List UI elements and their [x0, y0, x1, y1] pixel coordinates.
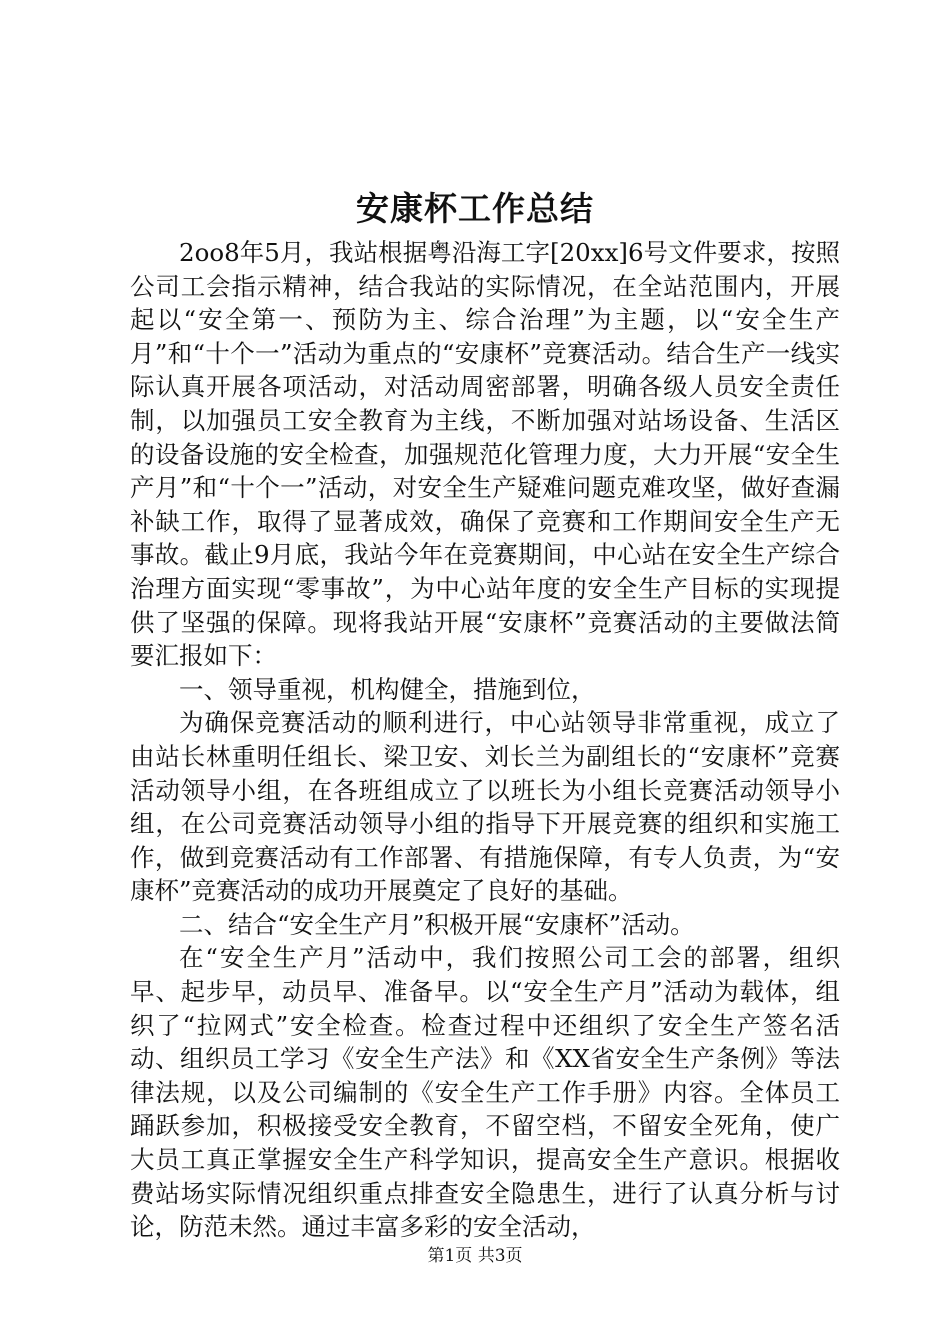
intro-paragraph: 2oo8年5月，我站根据粤沿海工字[20xx]6号文件要求，按照公司工会指示精神，结合我站的实际情况，在全站范围内，开展起以“安全第一、预防为主、综合治理”为主题，以“安全生产月”和“十个一”活动为重点的“安康杯”竞赛活动。结合生产一线实际认真开展各项活动，对活动周密部署，明确各级人员安全责任制，以加强员工安全教育为主线，不断加强对站场设备、生活区的设备设施的安全检查，加强规范化管理力度，大力开展“安全生产月”和“十个一”活动，对安全生产疑难问题克难攻坚，做好查漏补缺工作，取得了显著成效，确保了竞赛和工作期间安全生产无事故。截止9月底，我站今年在竞赛期间，中心站在安全生产综合治理方面实现“零事故”，为中心站年度的安全生产目标的实现提供了坚强的保障。现将我站开展“安康杯”竞赛活动的主要做法简要汇报如下： [130, 238, 840, 671]
section-1-paragraph: 为确保竞赛活动的顺利进行，中心站领导非常重视，成立了由站长林重明任组长、梁卫安、刘长兰为副组长的“安康杯”竞赛活动领导小组，在各班组成立了以班长为小组长竞赛活动领导小组，在公司竞赛活动领导小组的指导下开展竞赛的组织和实施工作，做到竞赛活动有工作部署、有措施保障，有专人负责，为“安康杯”竞赛活动的成功开展奠定了良好的基础。 [130, 708, 840, 906]
section-heading-2: 二、结合“安全生产月”积极开展“安康杯”活动。 [179, 909, 695, 939]
page-footer: 第1页 共3页 [427, 1246, 523, 1266]
section-heading-1: 一、领导重视，机构健全，措施到位， [179, 674, 596, 704]
section-2-paragraph: 在“安全生产月”活动中，我们按照公司工会的部署，组织早、起步早，动员早、准备早。以“安全生产月”活动为载体，组织了“拉网式”安全检查。检查过程中还组织了安全生产签名活动、组织员工学习《安全生产法》和《XX省安全生产条例》等法律法规，以及公司编制的《安全生产工作手册》内容。全体员工踊跃参加，积极接受安全教育，不留空档，不留安全死角，使广大员工真正掌握安全生产科学知识，提高安全生产意识。根据收费站场实际情况组织重点排查安全隐患生，进行了认真分析与讨论，防范未然。通过丰富多彩的安全活动， [130, 943, 840, 1242]
document-body [130, 236, 840, 1244]
document-title: 安康杯工作总结 [356, 189, 594, 228]
